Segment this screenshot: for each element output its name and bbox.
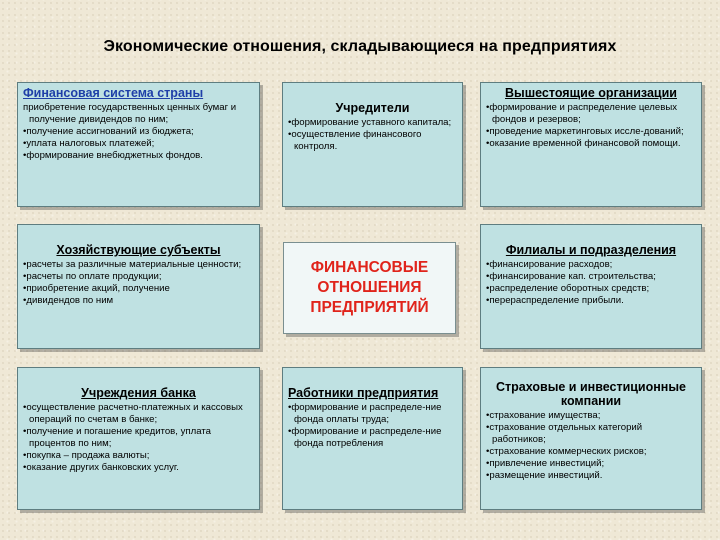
box-bank-institutions [17, 367, 260, 510]
list-item: приобретение государственных ценных бумаг и получение дивидендов по ним; [23, 102, 237, 125]
list-item: •перераспределение прибыли. [486, 295, 624, 306]
box-heading: Филиалы и подразделения [505, 243, 677, 257]
list-item: •получение ассигнований из бюджета; [23, 126, 194, 137]
box-employees [282, 367, 463, 510]
list-item: •страхование отдельных категорий работников; [486, 422, 643, 445]
box-founders [282, 82, 463, 207]
central-node-label: ФИНАНСОВЫЕ ОТНОШЕНИЯ ПРЕДПРИЯТИЙ [310, 259, 429, 316]
box-branches [480, 224, 702, 349]
list-item: •страхование коммерческих рисков; [486, 446, 647, 457]
box-insurance-investment [480, 367, 702, 510]
list-item: •покупка – продажа валюты; [23, 450, 150, 461]
list-item: •формирование уставного капитала; [288, 117, 452, 128]
list-item: •привлечение инвестиций; [486, 458, 605, 469]
box-economic-entities [17, 224, 260, 349]
box-heading: Работники предприятия [288, 386, 439, 400]
list-item: •финансирование кап. строительства; [486, 271, 656, 282]
list-item: •распределение оборотных средств; [486, 283, 650, 294]
list-item: •приобретение акций, получение [23, 283, 170, 294]
page-title: Экономические отношения, складывающиеся на предприятиях [103, 38, 617, 55]
list-item: •формирование и распределение целевых фондов и резервов; [486, 102, 678, 125]
box-heading: Хозяйствующие субъекты [56, 243, 221, 257]
list-item: •осуществление расчетно-платежных и кассовых операций по счетам в банке; [23, 402, 243, 425]
box-heading: Учреждения банка [81, 386, 196, 400]
list-item: •расчеты по оплате продукции; [23, 271, 162, 282]
list-item: •оказание других банковских услуг. [23, 462, 179, 473]
box-financial-system [17, 82, 260, 207]
box-heading: Финансовая система страны [23, 86, 204, 100]
list-item: •формирование и распределе-ние фонда оплаты труда; [288, 402, 442, 425]
list-item: •финансирование расходов; [486, 259, 613, 270]
box-heading: Вышестоящие организации [505, 86, 677, 100]
list-item: •дивидендов по ним [23, 295, 114, 306]
list-item: •получение и погашение кредитов, уплата процентов по ним; [23, 426, 211, 449]
list-item: •оказание временной финансовой помощи. [486, 138, 681, 149]
central-node [283, 242, 456, 334]
list-item: •формирование и распределе-ние фонда потребления [288, 426, 442, 449]
list-item: •уплата налоговых платежей; [23, 138, 155, 149]
list-item: •расчеты за различные материальные ценности; [23, 259, 242, 270]
list-item: •проведение маркетинговых иссле-дований; [486, 126, 684, 137]
box-heading: Страховые и инвестиционные компании [496, 380, 686, 408]
list-item: •страхование имущества; [486, 410, 601, 421]
list-item: •осуществление финансового контроля. [288, 129, 422, 152]
list-item: •размещение инвестиций. [486, 470, 603, 481]
box-superior-organizations [480, 82, 702, 207]
box-heading: Учредители [335, 101, 410, 115]
list-item: •формирование внебюджетных фондов. [23, 150, 203, 161]
